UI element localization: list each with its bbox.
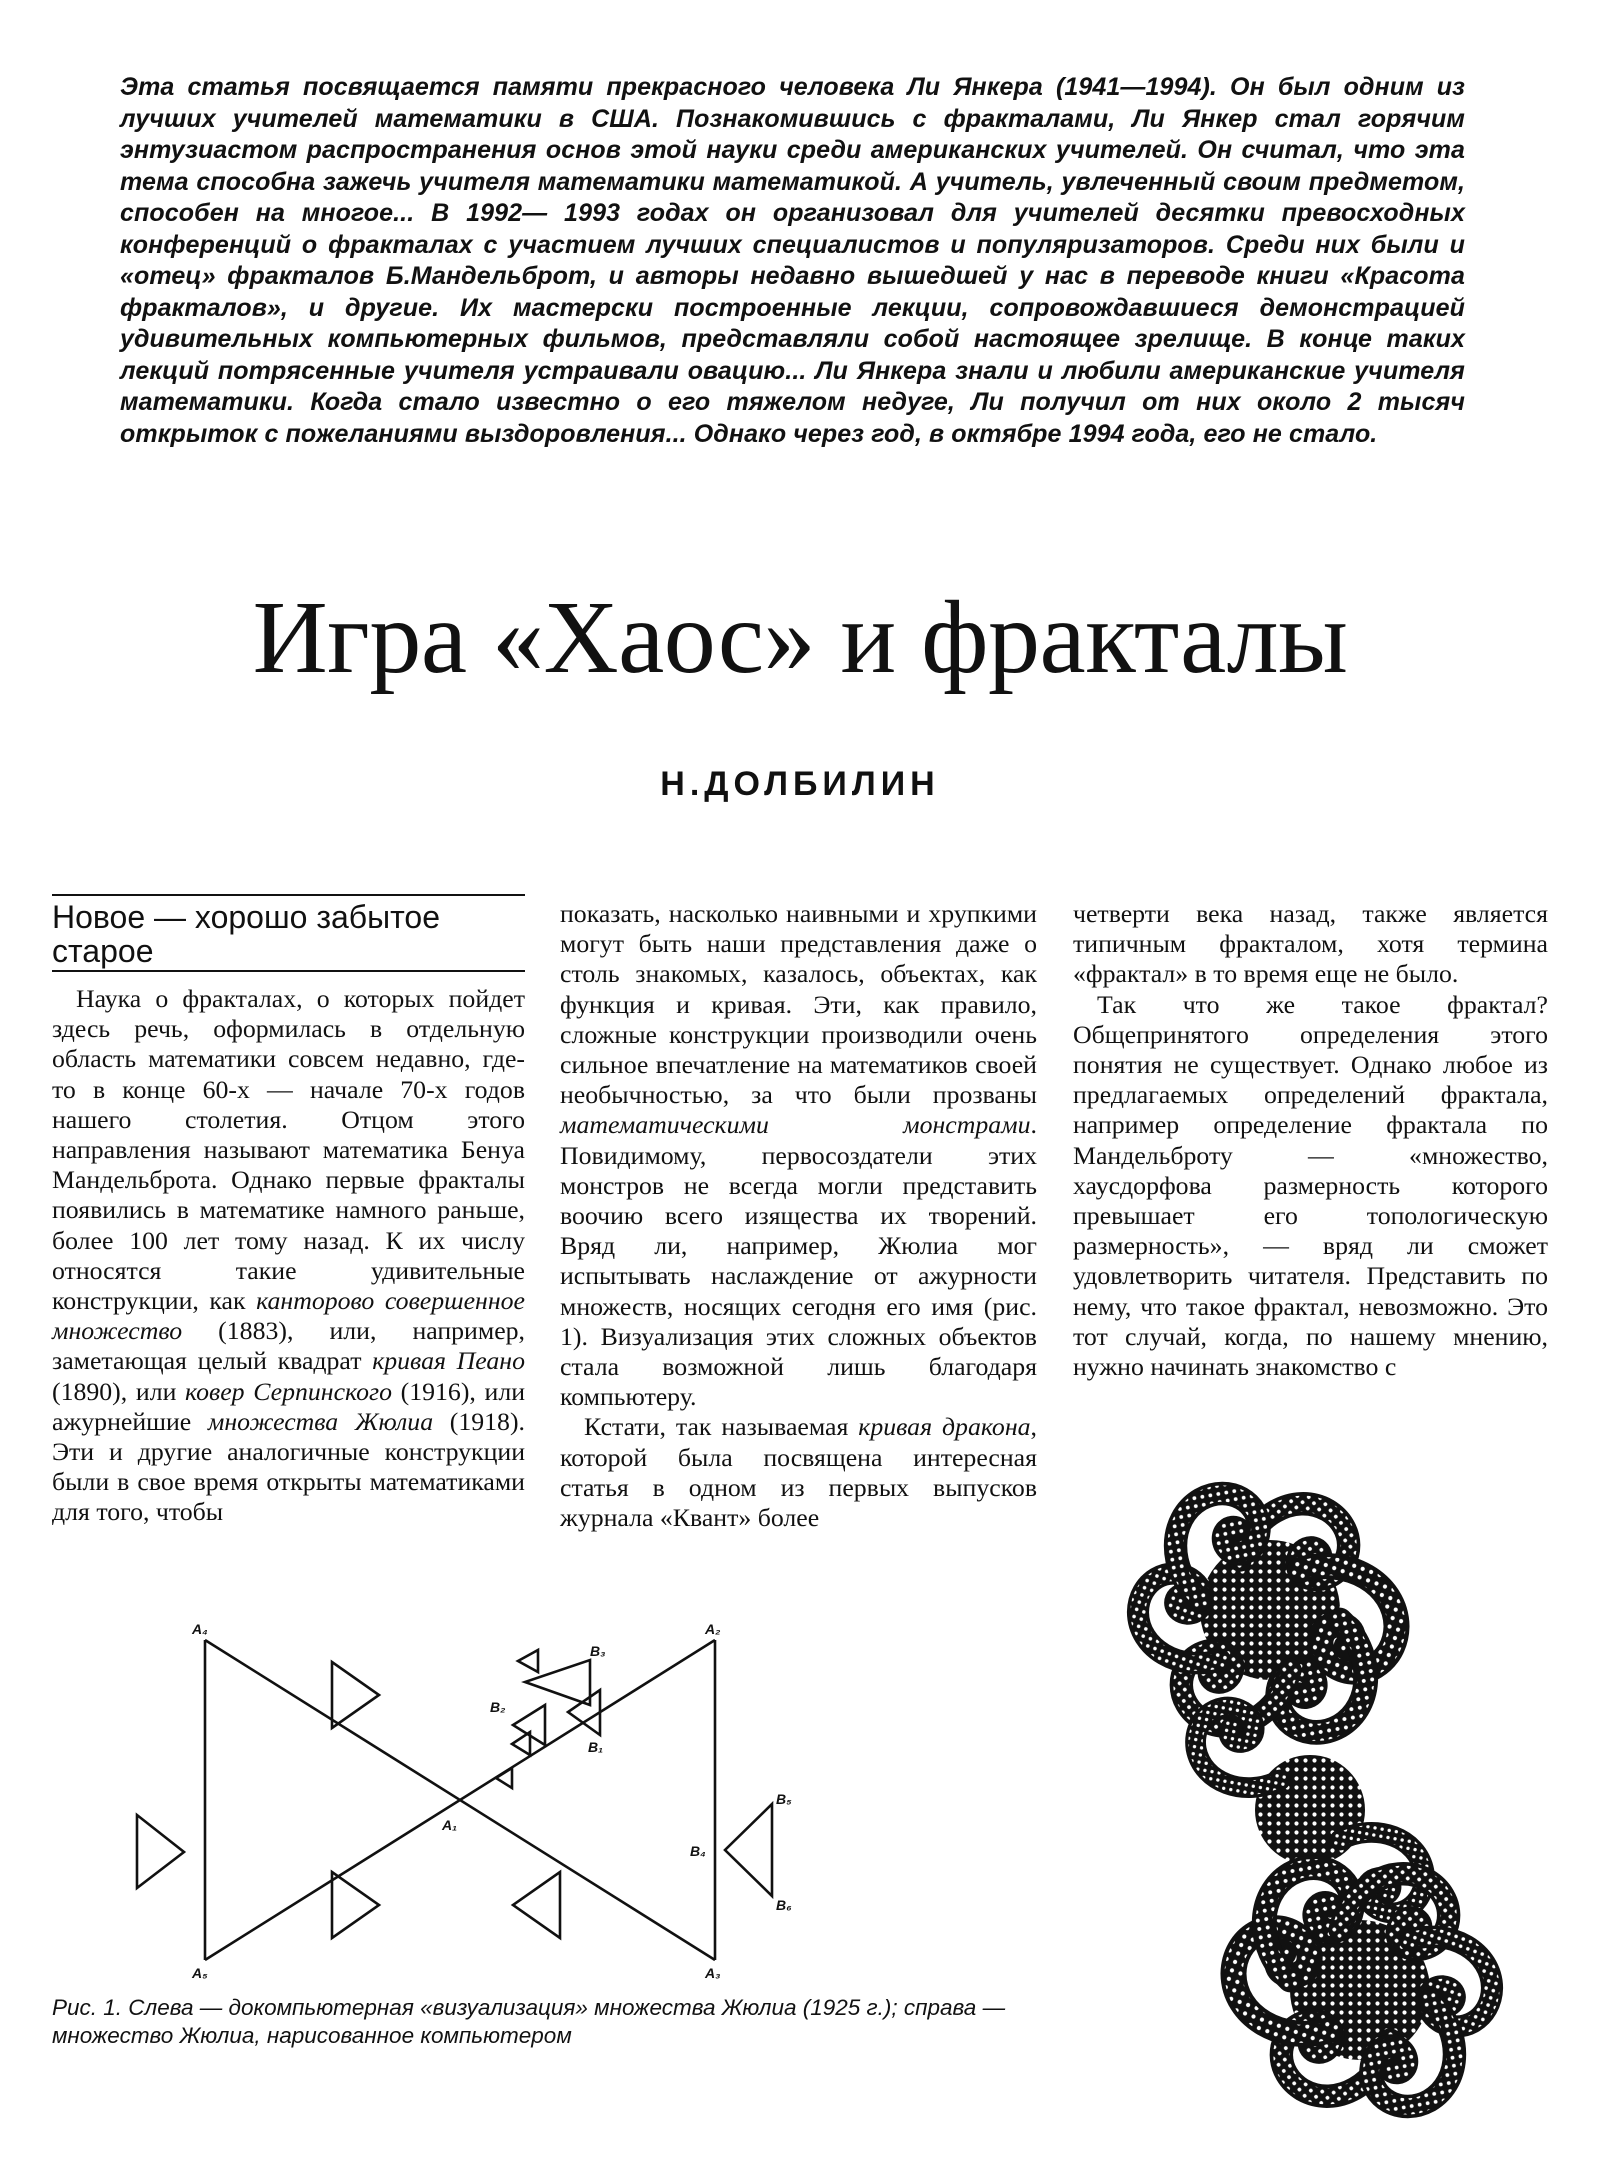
triangle-shape bbox=[518, 1650, 538, 1672]
triangle-shape bbox=[725, 1804, 772, 1896]
triangle-shape bbox=[137, 1815, 184, 1888]
column-1 bbox=[52, 984, 525, 1528]
triangle-shape bbox=[332, 1872, 379, 1938]
label-a4: A₄ bbox=[192, 1621, 208, 1637]
label-b6: B₆ bbox=[776, 1897, 792, 1913]
label-a2: A₂ bbox=[705, 1621, 721, 1637]
dedication-text: Эта статья посвящается памяти прекрасного человека Ли Янкера (1941—1994). Он был одним из лучших учителей математики в США. Познакомившись с фракталами, Ли Янкер стал горячим энтузиастом распространения основ этой науки среди американских учителей. Он считал, что эта тема способна зажечь учителя математики математикой. А учитель, увлеченный своим предметом, способен на многое... В 1992— 1993 годах он организовал для учителей десятки превосходных конференций о фракталах с участием лучших специалистов и популяризаторов. Среди них были и «отец» фракталов Б.Мандельброт, и авторы недавно вышедшей у нас в переводе книги «Красота фракталов», и другие. Их мастерски построенные лекции, сопровождавшиеся демонстрацией удивительных компьютерных фильмов, представляли собой настоящее зрелище. В конце таких лекций потрясенные учителя устраивали овацию... Ли Янкера знали и любили американские учителя математики. Когда стало известно о его тяжелом недуге, Ли получил от них около 2 тысяч открыток с пожеланиями выздоровления... Однако через год, в октябре 1994 года, его не стало. bbox=[120, 73, 1465, 448]
column-2 bbox=[560, 899, 1037, 1533]
triangle-shape bbox=[332, 1662, 379, 1728]
column-3 bbox=[1073, 899, 1548, 1382]
article-author: Н.ДОЛБИЛИН bbox=[660, 765, 940, 803]
julia-bottom-cluster bbox=[1218, 1853, 1505, 2118]
label-b3: B₃ bbox=[590, 1643, 606, 1659]
col2-paragraph-2: Кстати, так называемая кривая дракона, которой была посвящена интересная статья в одном из первых выпусков журнала «Квант» более bbox=[560, 1412, 1037, 1533]
article-title: Игра «Хаос» и фракталы bbox=[252, 580, 1348, 695]
figure-caption: Рис. 1. Слева — докомпьютерная «визуализация» множества Жюлиа (1925 г.); справа — множество Жюлиа, нарисованное компьютером bbox=[52, 1995, 1006, 2048]
col2-paragraph-1: показать, насколько наивными и хрупкими могут быть наши представления даже о столь знакомых, казалось, объектах, как функция и кривая. Эти, как правило, сложные конструкции производили очень сильное впечатление на математиков своей необычностью, за что были прозваны математическими монстрами. Повидимому, первосоздатели этих монстров не всегда могли представить воочию всего изящества их творений. Вряд ли, например, Жюлиа мог испытывать наслаждение от ажурности множеств, носящих сегодня его имя (рис. 1). Визуализация этих сложных объектов стала возможной лишь благодаря компьютеру. bbox=[560, 899, 1037, 1412]
label-b1: B₁ bbox=[588, 1739, 604, 1755]
col1-paragraph: Наука о фракталах, о которых пойдет здесь речь, оформилась в отдельную область математики совсем недавно, где-то в конце 60-х — начале 70-х годов нашего столетия. Отцом этого направления называют математика Бенуа Мандельброта. Однако первые фракталы появились в математике намного раньше, более 100 лет тому назад. К их числу относятся такие удивительные конструкции, как канторово совершенное множество (1883), или, например, заметающая целый квадрат кривая Пеано (1890), или ковер Серпинского (1916), или ажурнейшие множества Жюлиа (1918). Эти и другие аналогичные конструкции были в свое время открыты математиками для того, чтобы bbox=[52, 984, 526, 1527]
julia-top-cluster bbox=[1125, 1483, 1412, 1748]
section-heading: Новое — хорошо забытое старое bbox=[52, 894, 525, 972]
label-b2: B₂ bbox=[490, 1699, 506, 1715]
label-b4: B₄ bbox=[690, 1843, 706, 1859]
label-b5: B₅ bbox=[776, 1791, 792, 1807]
julia-set-image bbox=[1040, 1450, 1580, 2160]
col3-paragraph-2: Так что же такое фрактал? Общепринятого определения этого понятия не существует. Однако любое из предлагаемых определений фрактала, например определение фрактала по Мандельброту — «множество, хаусдорфова размерность которого превышает его топологическую размерность», — вряд ли сможет удовлетворить читателя. Представить по нему, что такое фрактал, невозможно. Это тот случай, когда, по нашему мнению, нужно начинать знакомство с bbox=[1073, 989, 1548, 1382]
triangle-shape bbox=[525, 1660, 590, 1705]
julia-diagram-figure bbox=[120, 1620, 820, 1980]
col3-paragraph-1: четверти века назад, также является типичным фракталом, хотя термина «фрактал» в то время еще не было. bbox=[1073, 899, 1548, 989]
label-a1: A₁ bbox=[442, 1817, 458, 1833]
label-a3: A₃ bbox=[705, 1965, 721, 1980]
triangle-shape bbox=[513, 1872, 560, 1938]
label-a5: A₅ bbox=[192, 1965, 208, 1980]
